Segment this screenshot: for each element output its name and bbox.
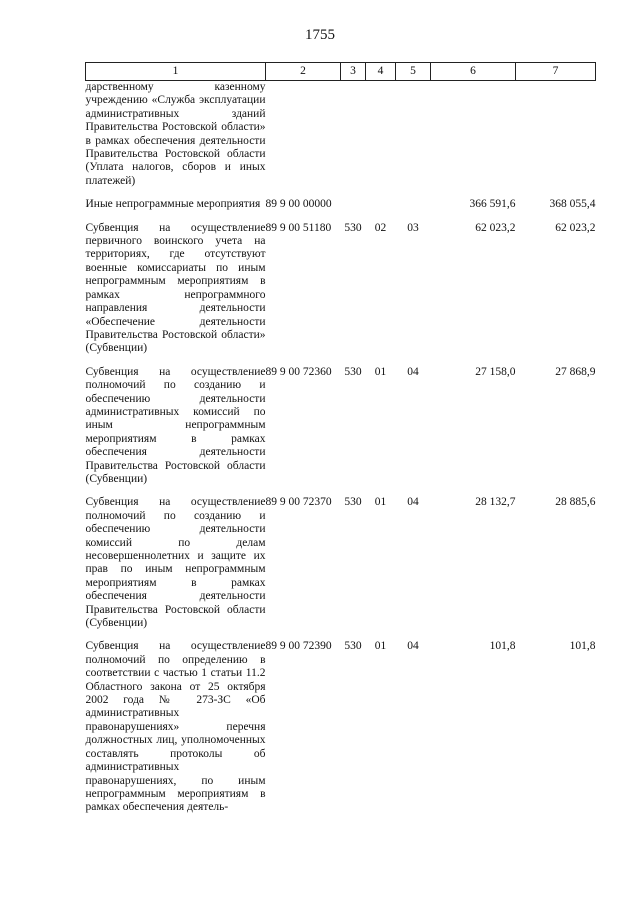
col-header-2: 2 [266,63,341,81]
amount-col7: 27 868,9 [555,365,596,378]
table-row [86,496,596,630]
row-description: Субвенция на осуществление первичного воинского учета на территориях, где отсутствуют военные комиссариаты по иным непрограммным мероприятиям в рамках непрограммного направления деятельности «Обеспечение деятельности Правительства Ростовской области» (Субвенции) [85,221,266,355]
expense-type: 530 [344,365,362,378]
expense-type [341,198,366,211]
amount-col6: 101,8 [489,640,516,653]
target-code [266,81,341,189]
row-description: Иные непрограммные мероприятия [85,198,261,211]
amount-col6: 28 132,7 [475,496,516,509]
subsection-code: 04 [407,496,419,509]
table-row [86,81,596,189]
subsection-code: 03 [407,221,419,234]
target-code: 89 9 00 00000 [265,198,332,211]
col-header-7: 7 [516,63,596,81]
row-description: Субвенция на осуществление полномочий по созданию и обеспечению деятельности административных комиссий по иным непрограммным мероприятиям в рамках обеспечения деятельности Правительства Ростовской области (Субвенции) [85,365,266,485]
budget-table [85,62,596,815]
target-code: 89 9 00 72370 [265,496,332,509]
amount-col7: 368 055,4 [549,198,596,211]
amount-col6 [431,81,516,189]
section-code: 01 [374,640,387,653]
row-description: Субвенция на осуществление полномочий по определению в соответствии с частью 1 статьи 11.2 Областного закона от 25 октября 2002 года № 273-ЗС «Об административных правонарушениях» перечня должностных лиц, уполномоченных составлять протоколы об административных правонарушениях, по иным непрограммным мероприятиям в рамках обеспечения деятель- [85,640,266,814]
section-code: 01 [374,496,387,509]
expense-type: 530 [344,496,362,509]
table-row [86,198,596,211]
amount-col7 [516,81,596,189]
section-code: 02 [374,221,387,234]
target-code: 89 9 00 51180 [265,221,332,234]
subsection-code [396,198,431,211]
col-header-6: 6 [431,63,516,81]
table-row [86,222,596,356]
expense-type: 530 [344,640,362,653]
table-row [86,640,596,814]
subsection-code: 04 [407,640,419,653]
amount-col7: 28 885,6 [555,496,596,509]
subsection-code: 04 [407,365,419,378]
expense-type [341,81,366,189]
amount-col6: 366 591,6 [469,198,516,211]
section-code [366,81,396,189]
col-header-3: 3 [341,63,366,81]
amount-col6: 62 023,2 [475,221,516,234]
section-code: 01 [374,365,387,378]
row-description: дарственному казенному учреждению «Служба эксплуатации административных зданий Правительства Ростовской области» в рамках обеспечения деятельности Правительства Ростовской области (Уплата налогов, сборов и иных платежей) [85,81,266,187]
amount-col7: 62 023,2 [555,221,596,234]
col-header-1: 1 [86,63,266,81]
section-code [366,198,396,211]
expense-type: 530 [344,221,362,234]
col-header-5: 5 [396,63,431,81]
row-description: Субвенция на осуществление полномочий по созданию и обеспечению деятельности комиссий по делам несовершеннолетних и защите их прав по иным непрограммным мероприятиям в рамках обеспечения деятельности Правительства Ростовской области (Субвенции) [85,496,266,630]
table-row [86,366,596,487]
col-header-4: 4 [366,63,396,81]
header-row [86,63,596,81]
amount-col7: 101,8 [569,640,596,653]
subsection-code [396,81,431,189]
target-code: 89 9 00 72390 [265,640,332,653]
page-number: 1755 [305,27,335,43]
target-code: 89 9 00 72360 [265,365,332,378]
amount-col6: 27 158,0 [475,365,516,378]
